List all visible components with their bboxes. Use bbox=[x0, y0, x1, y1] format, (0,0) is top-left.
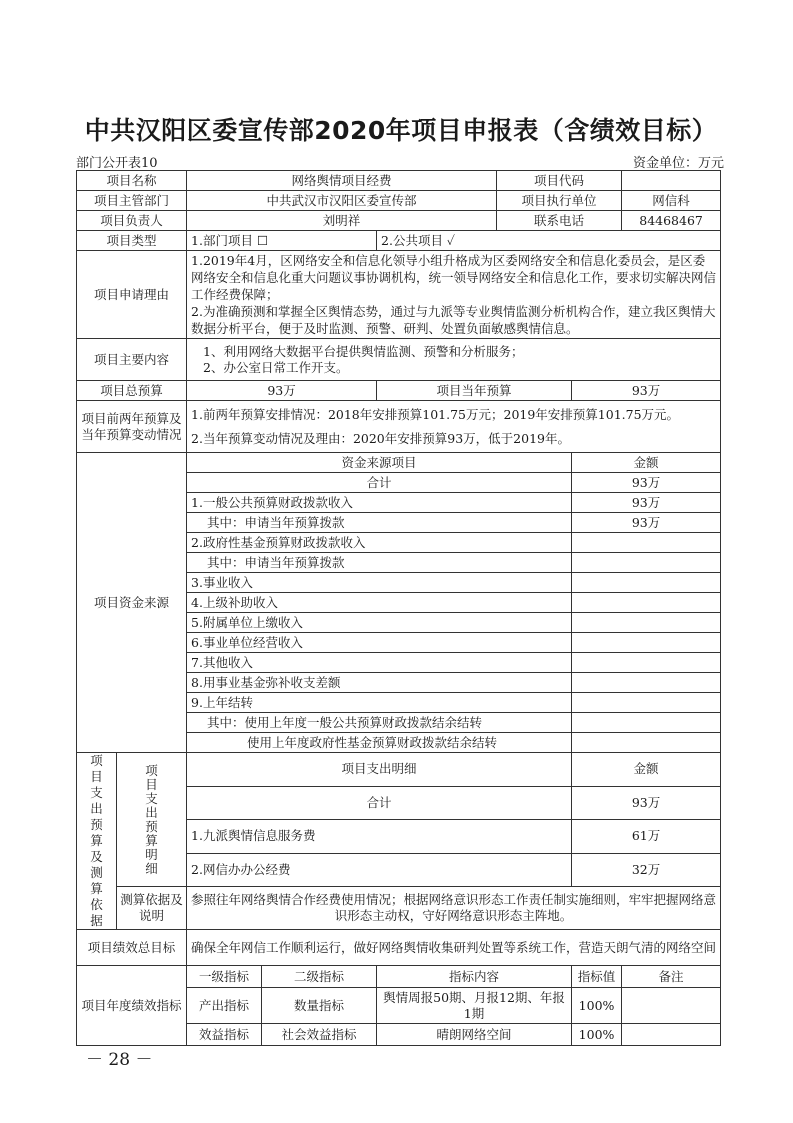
row-content bbox=[77, 339, 721, 381]
project-name-label: 项目名称 bbox=[77, 171, 187, 191]
indicator-header-level2: 二级指标 bbox=[262, 966, 377, 988]
expense-row-name: 2.网信办办公经费 bbox=[187, 853, 572, 887]
indicator-note bbox=[622, 1024, 721, 1046]
funding-row-name: 3.事业收入 bbox=[187, 573, 572, 593]
funding-row-amount bbox=[572, 553, 721, 573]
funding-row-amount bbox=[572, 633, 721, 653]
row-expense-basis bbox=[77, 887, 721, 930]
row-funding-header bbox=[77, 453, 721, 473]
exec-unit-value: 网信科 bbox=[622, 191, 721, 211]
budget-change-line-2: 2.当年预算变动情况及理由：2020年安排预算93万，低于2019年。 bbox=[191, 430, 570, 446]
department-label: 项目主管部门 bbox=[77, 191, 187, 211]
form-number: 部门公开表10 bbox=[76, 156, 158, 171]
funding-row-amount bbox=[572, 673, 721, 693]
funding-row-amount: 93万 bbox=[572, 473, 721, 493]
funding-row-name: 其中：使用上年度一般公共预算财政拨款结余结转 bbox=[187, 713, 572, 733]
funding-row-amount bbox=[572, 713, 721, 733]
funding-row-amount bbox=[572, 573, 721, 593]
indicator-header-content: 指标内容 bbox=[377, 966, 572, 988]
budget-change-text bbox=[187, 401, 721, 453]
row-project-type bbox=[77, 231, 721, 251]
owner-value: 刘明祥 bbox=[187, 211, 497, 231]
expense-col-amount: 金额 bbox=[572, 753, 721, 787]
owner-label: 项目负责人 bbox=[77, 211, 187, 231]
funding-row-amount: 93万 bbox=[572, 493, 721, 513]
funding-col-source: 资金来源项目 bbox=[187, 453, 572, 473]
row-project-name bbox=[77, 171, 721, 191]
year-budget-value: 93万 bbox=[572, 381, 721, 401]
funding-row-amount bbox=[572, 533, 721, 553]
row-expense-header bbox=[77, 753, 721, 787]
expense-inner-label bbox=[117, 753, 187, 887]
row-reason bbox=[77, 251, 721, 339]
expense-row-amount: 93万 bbox=[572, 786, 721, 820]
project-code-value bbox=[622, 171, 721, 191]
funding-row-name: 6.事业单位经营收入 bbox=[187, 633, 572, 653]
budget-change-line-1: 1.前两年预算安排情况：2018年安排预算101.75万元；2019年安排预算101.75万元。 bbox=[191, 406, 680, 422]
total-budget-value: 93万 bbox=[187, 381, 377, 401]
indicator-note bbox=[622, 988, 721, 1024]
indicator-header-value: 指标值 bbox=[572, 966, 622, 988]
funding-row-name: 使用上年度政府性基金预算财政拨款结余结转 bbox=[187, 733, 572, 753]
expense-row-amount: 32万 bbox=[572, 853, 721, 887]
row-department bbox=[77, 191, 721, 211]
row-budget bbox=[77, 381, 721, 401]
indicator-level1: 产出指标 bbox=[187, 988, 262, 1024]
expense-col-detail: 项目支出明细 bbox=[187, 753, 572, 787]
expense-row-amount: 61万 bbox=[572, 820, 721, 854]
phone-value: 84468467 bbox=[622, 211, 721, 231]
indicator-level1: 效益指标 bbox=[187, 1024, 262, 1046]
funding-row-name: 9.上年结转 bbox=[187, 693, 572, 713]
indicator-value: 100% bbox=[572, 988, 622, 1024]
expense-outer-label bbox=[77, 753, 117, 930]
funding-row-amount bbox=[572, 653, 721, 673]
goal-label: 项目绩效总目标 bbox=[77, 930, 187, 966]
reason-text bbox=[187, 251, 721, 339]
row-goal bbox=[77, 930, 721, 966]
funding-row-name: 2.政府性基金预算财政拨款收入 bbox=[187, 533, 572, 553]
project-type-option-2: 2.公共项目 ✓ bbox=[377, 231, 721, 251]
department-value: 中共武汉市汉阳区委宣传部 bbox=[187, 191, 497, 211]
indicator-value: 100% bbox=[572, 1024, 622, 1046]
project-type-label: 项目类型 bbox=[77, 231, 187, 251]
content-line-1: 1、利用网络大数据平台提供舆情监测、预警和分析服务； bbox=[203, 343, 524, 359]
goal-text: 确保全年网信工作顺利运行，做好网络舆情收集研判处置等系统工作，营造天朗气清的网络空间 bbox=[187, 930, 721, 966]
budget-change-label: 项目前两年预算及当年预算变动情况 bbox=[77, 401, 187, 453]
funding-col-amount: 金额 bbox=[572, 453, 721, 473]
indicator-content: 舆情周报50期、月报12期、年报1期 bbox=[377, 988, 572, 1024]
currency-unit: 资金单位：万元 bbox=[632, 156, 724, 171]
indicator-level2: 数量指标 bbox=[262, 988, 377, 1024]
funding-row-amount bbox=[572, 593, 721, 613]
funding-row-name: 4.上级补助收入 bbox=[187, 593, 572, 613]
content-text bbox=[187, 339, 721, 381]
funding-row-amount: 93万 bbox=[572, 513, 721, 533]
page-title: 中共汉阳区委宣传部2020年项目申报表（含绩效目标） bbox=[84, 116, 718, 145]
reason-label: 项目申请理由 bbox=[77, 251, 187, 339]
content-line-2: 2、办公室日常工作开支。 bbox=[203, 359, 349, 375]
project-type-option-1: 1.部门项目 ☐ bbox=[187, 231, 377, 251]
reason-paragraph-1: 1.2019年4月，区网络安全和信息化领导小组升格成为区委网络安全和信息化委员会，是区委网络安全和信息化重大问题议事协调机构，统一领导网络安全和信息化工作，要求切实解决网信工作经费保障； bbox=[191, 253, 717, 302]
project-name-value: 网络舆情项目经费 bbox=[187, 171, 497, 191]
funding-row-name: 合计 bbox=[187, 473, 572, 493]
funding-row-name: 8.用事业基金弥补收支差额 bbox=[187, 673, 572, 693]
expense-inner-label-text: 项目支出预算明细 bbox=[145, 762, 158, 876]
funding-row-name: 1.一般公共预算财政拨款收入 bbox=[187, 493, 572, 513]
basis-text: 参照往年网络舆情合作经费使用情况；根据网络意识形态工作责任制实施细则，牢牢把握网络意识形态主动权，守好网络意识形态主阵地。 bbox=[187, 887, 721, 930]
funding-label: 项目资金来源 bbox=[77, 453, 187, 753]
row-budget-change bbox=[77, 401, 721, 453]
funding-row-name: 5.附属单位上缴收入 bbox=[187, 613, 572, 633]
funding-row-amount bbox=[572, 693, 721, 713]
indicator-header-level1: 一级指标 bbox=[187, 966, 262, 988]
project-code-label: 项目代码 bbox=[497, 171, 622, 191]
phone-label: 联系电话 bbox=[497, 211, 622, 231]
total-budget-label: 项目总预算 bbox=[77, 381, 187, 401]
year-indicator-label: 项目年度绩效指标 bbox=[77, 966, 187, 1046]
expense-row-name: 合计 bbox=[187, 786, 572, 820]
year-budget-label: 项目当年预算 bbox=[377, 381, 572, 401]
basis-label: 测算依据及说明 bbox=[117, 887, 187, 930]
project-application-table bbox=[76, 170, 721, 1046]
page-number: － 28 － bbox=[86, 1050, 153, 1070]
content-label: 项目主要内容 bbox=[77, 339, 187, 381]
reason-paragraph-2: 2.为准确预测和掌握全区舆情态势，通过与九派等专业舆情监测分析机构合作，建立我区舆情大数据分析平台，便于及时监测、预警、研判、处置负面敏感舆情信息。 bbox=[191, 304, 716, 336]
funding-row-name: 其中：申请当年预算拨款 bbox=[187, 513, 572, 533]
row-indicator-header bbox=[77, 966, 721, 988]
funding-row-amount bbox=[572, 733, 721, 753]
indicator-level2: 社会效益指标 bbox=[262, 1024, 377, 1046]
exec-unit-label: 项目执行单位 bbox=[497, 191, 622, 211]
funding-row-name: 7.其他收入 bbox=[187, 653, 572, 673]
funding-row-name: 其中：申请当年预算拨款 bbox=[187, 553, 572, 573]
row-owner bbox=[77, 211, 721, 231]
expense-row-name: 1.九派舆情信息服务费 bbox=[187, 820, 572, 854]
funding-row-amount bbox=[572, 613, 721, 633]
indicator-header-note: 备注 bbox=[622, 966, 721, 988]
expense-outer-label-text: 项目支出预算及测算依据 bbox=[90, 753, 103, 928]
indicator-content: 晴朗网络空间 bbox=[377, 1024, 572, 1046]
